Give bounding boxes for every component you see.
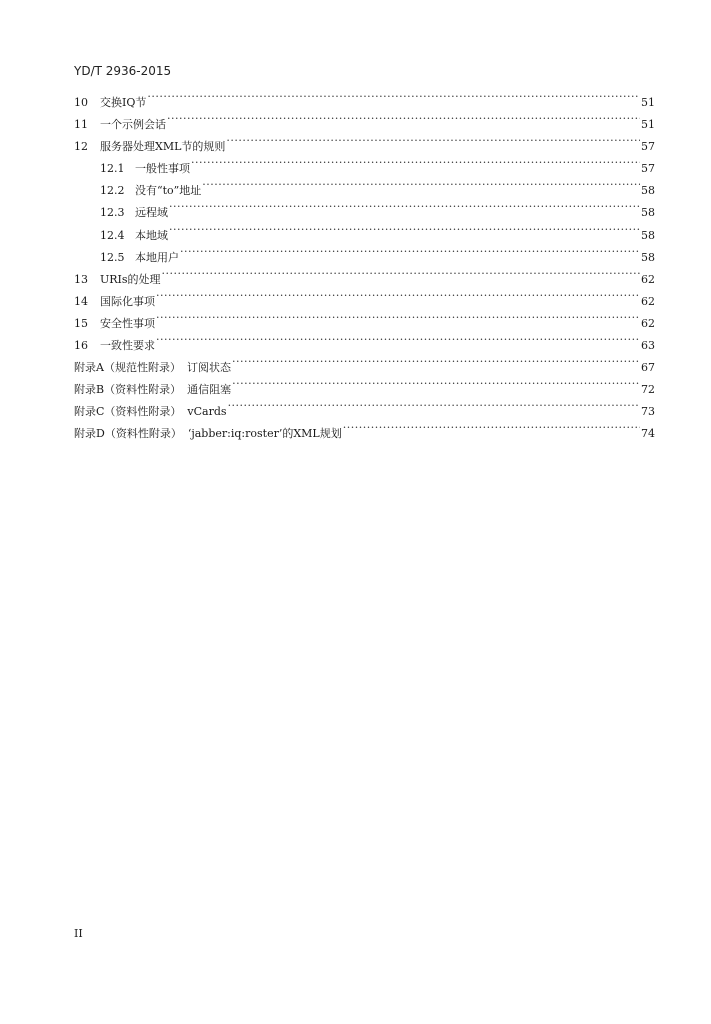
- toc-entry-number: 12.5: [100, 250, 125, 264]
- toc-entry-title: 远程域: [135, 206, 168, 220]
- toc-leader-dots: [156, 315, 640, 327]
- toc-entry-title: 通信阻塞: [187, 383, 232, 397]
- toc-entry-page: 62: [641, 294, 655, 308]
- toc-leader-dots: [162, 271, 640, 283]
- toc-entry[interactable]: [74, 313, 655, 335]
- page-number: II: [74, 927, 83, 940]
- toc-entry-number: 14: [74, 294, 88, 308]
- toc-entry-number: 附录C（资料性附录）: [74, 405, 182, 419]
- toc-entry-title: URIs的处理: [100, 272, 161, 286]
- toc-entry-title: 没有“to”地址: [135, 184, 202, 198]
- toc-entry[interactable]: [74, 291, 655, 313]
- toc-entry-title: vCards: [187, 405, 227, 419]
- toc-leader-dots: [167, 116, 640, 128]
- toc-entry-title: 本地域: [135, 228, 168, 242]
- toc-entry-number: 12.1: [100, 162, 125, 176]
- toc-entry-title: 安全性事项: [100, 316, 155, 330]
- toc-leader-dots: [191, 160, 640, 172]
- toc-entry-title: 一致性要求: [100, 339, 155, 353]
- toc-entry[interactable]: [74, 92, 655, 114]
- toc-entry[interactable]: [74, 158, 655, 180]
- toc-entry-number: 13: [74, 272, 88, 286]
- toc-entry-page: 73: [641, 405, 655, 419]
- toc-leader-dots: [232, 359, 640, 371]
- table-of-contents: [74, 92, 655, 446]
- toc-entry-page: 58: [641, 228, 655, 242]
- toc-entry-page: 51: [641, 118, 655, 132]
- toc-entry[interactable]: [74, 136, 655, 158]
- toc-entry-number: 15: [74, 316, 88, 330]
- toc-entry[interactable]: [74, 335, 655, 357]
- toc-entry-title: 本地用户: [135, 250, 179, 264]
- toc-entry-page: 67: [641, 361, 655, 375]
- toc-entry-page: 58: [641, 250, 655, 264]
- toc-entry-title: 一个示例会话: [100, 118, 166, 132]
- toc-entry[interactable]: [74, 269, 655, 291]
- toc-entry-number: 12.4: [100, 228, 125, 242]
- toc-leader-dots: [147, 94, 640, 106]
- toc-leader-dots: [156, 293, 640, 305]
- toc-leader-dots: [169, 227, 640, 239]
- toc-leader-dots: [226, 138, 640, 150]
- toc-entry-page: 58: [641, 184, 655, 198]
- toc-leader-dots: [169, 204, 640, 216]
- toc-entry-number: 12.3: [100, 206, 125, 220]
- toc-entry[interactable]: [74, 180, 655, 202]
- toc-entry-number: 附录A（规范性附录）: [74, 361, 181, 375]
- toc-entry-page: 72: [641, 383, 655, 397]
- toc-entry-page: 74: [641, 427, 655, 441]
- toc-entry[interactable]: [74, 202, 655, 224]
- toc-leader-dots: [156, 337, 640, 349]
- toc-entry-page: 51: [641, 96, 655, 109]
- toc-entry-title: ‘jabber:iq:roster’的XML规划: [187, 427, 342, 441]
- toc-entry-title: 订阅状态: [186, 361, 231, 375]
- toc-entry-title: 交换IQ节: [100, 96, 147, 109]
- toc-entry-page: 57: [641, 162, 655, 176]
- toc-entry[interactable]: [74, 357, 655, 379]
- toc-entry[interactable]: [74, 401, 655, 423]
- toc-leader-dots: [232, 381, 640, 393]
- toc-leader-dots: [180, 249, 640, 261]
- toc-entry[interactable]: [74, 423, 655, 445]
- document-id: YD/T 2936-2015: [74, 64, 172, 78]
- toc-entry[interactable]: [74, 225, 655, 247]
- toc-entry[interactable]: [74, 114, 655, 136]
- toc-leader-dots: [343, 425, 640, 437]
- toc-entry-title: 一般性事项: [135, 162, 190, 176]
- toc-entry-page: 57: [641, 140, 655, 154]
- toc-entry-page: 58: [641, 206, 655, 220]
- toc-leader-dots: [202, 182, 640, 194]
- toc-entry[interactable]: [74, 247, 655, 269]
- toc-entry-number: 16: [74, 339, 88, 353]
- toc-entry-number: 11: [74, 118, 88, 132]
- toc-entry-title: 服务器处理XML节的规则: [100, 140, 226, 154]
- toc-leader-dots: [228, 403, 640, 415]
- toc-entry-number: 12.2: [100, 184, 125, 198]
- toc-entry-page: 63: [641, 339, 655, 353]
- toc-entry-number: 10: [74, 96, 88, 109]
- toc-entry-page: 62: [641, 272, 655, 286]
- toc-entry-number: 附录B（资料性附录）: [74, 383, 182, 397]
- toc-entry-page: 62: [641, 316, 655, 330]
- toc-entry-number: 12: [74, 140, 88, 154]
- toc-entry[interactable]: [74, 379, 655, 401]
- toc-entry-title: 国际化事项: [100, 294, 155, 308]
- toc-entry-number: 附录D（资料性附录）: [74, 427, 182, 441]
